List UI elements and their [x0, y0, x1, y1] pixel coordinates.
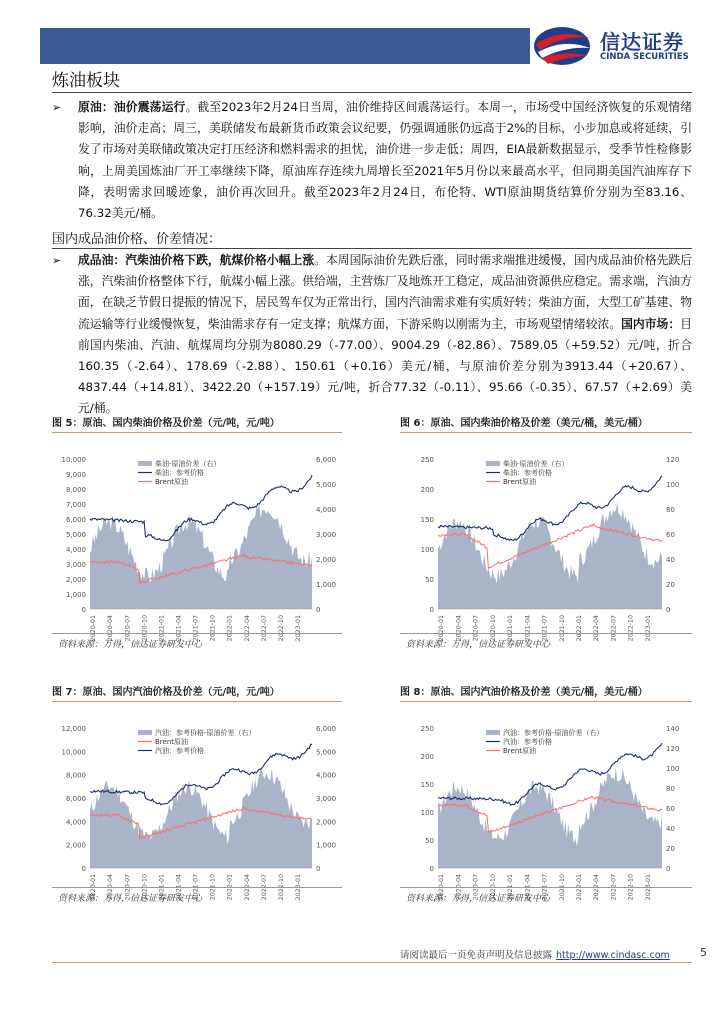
left-tick-label: 150 — [420, 781, 434, 789]
x-tick-label: 2020-10 — [141, 615, 149, 642]
x-tick-label: 2020-10 — [489, 615, 497, 642]
x-tick-label: 2020-10 — [141, 874, 149, 901]
legend-label: 柴油-原油价差（右） — [503, 460, 569, 468]
left-tick-label: 200 — [420, 486, 434, 494]
x-tick-label: 2020-07 — [472, 615, 480, 642]
x-tick-label: 2022-10 — [277, 615, 285, 642]
crude-oil-paragraph — [52, 97, 692, 224]
footer-disclaimer — [400, 947, 670, 961]
legend-label: 汽油：参考价格-原油价差（右） — [503, 729, 604, 737]
left-tick-label: 0 — [81, 606, 86, 614]
right-tick-label: 120 — [666, 456, 680, 464]
x-tick-label: 2022-07 — [610, 874, 618, 901]
logo-text-en: CINDA SECURITIES — [600, 52, 689, 62]
right-tick-label: 60 — [666, 531, 675, 539]
legend-label: 柴油：参考价格 — [503, 469, 552, 477]
legend-label: Brent原油 — [155, 478, 189, 486]
left-tick-label: 250 — [420, 456, 434, 464]
x-tick-label: 2021-01 — [507, 874, 515, 901]
figure-8 — [400, 683, 692, 908]
x-tick-label: 2022-04 — [593, 615, 601, 642]
x-tick-label: 2022-04 — [593, 874, 601, 901]
x-tick-label: 2020-01 — [90, 615, 98, 642]
left-tick-label: 12,000 — [61, 725, 86, 733]
left-tick-label: 100 — [420, 546, 434, 554]
left-tick-label: 2,000 — [65, 841, 86, 850]
legend-swatch — [486, 461, 500, 466]
x-tick-label: 2022-10 — [627, 615, 635, 642]
section-divider — [52, 92, 692, 93]
left-tick-label: 100 — [420, 809, 434, 817]
spread-area-series — [438, 502, 662, 609]
right-tick-label: 60 — [666, 805, 675, 813]
left-tick-label: 150 — [420, 516, 434, 524]
left-tick-label: 6,000 — [65, 516, 86, 524]
x-tick-label: 2021-10 — [209, 615, 217, 642]
right-tick-label: 40 — [666, 825, 675, 833]
chart-canvas — [52, 433, 342, 648]
left-tick-label: 200 — [420, 753, 434, 761]
x-tick-label: 2021-01 — [158, 874, 166, 901]
legend-label: 柴油：参考价格 — [155, 469, 204, 477]
crude-oil-lead: 原油：油价震荡运行 — [78, 100, 186, 114]
x-tick-label: 2021-10 — [558, 615, 566, 642]
figure-source: 资料来源：万得，信达证券研发中心 — [58, 894, 203, 904]
right-tick-label: 1,000 — [316, 841, 337, 850]
x-tick-label: 2022-04 — [243, 615, 251, 642]
right-tick-label: 80 — [666, 785, 675, 793]
x-tick-label: 2022-07 — [260, 615, 268, 642]
subsection-divider — [52, 248, 692, 249]
x-tick-label: 2021-10 — [209, 874, 217, 901]
left-tick-label: 4,000 — [65, 818, 86, 827]
right-tick-label: 100 — [666, 765, 680, 773]
x-tick-label: 2020-07 — [472, 874, 480, 901]
x-tick-label: 2021-04 — [524, 874, 532, 901]
right-tick-label: 5,000 — [316, 748, 337, 757]
left-tick-label: 0 — [429, 606, 434, 614]
right-tick-label: 2,000 — [316, 818, 337, 827]
chart-canvas — [52, 702, 342, 902]
right-tick-label: 0 — [316, 865, 321, 873]
legend-label: 汽油：参考价格 — [503, 738, 552, 746]
figure-6 — [400, 414, 692, 654]
footer-divider — [52, 962, 692, 963]
x-tick-label: 2022-07 — [260, 874, 268, 901]
figure-caption: 图 5：原油、国内柴油价格及价差（元/吨，元/吨） — [52, 418, 280, 429]
spread-area-series — [90, 504, 312, 609]
source-divider — [52, 887, 342, 888]
legend-label: 汽油：参考价格-原油价差（右） — [155, 729, 256, 737]
left-tick-label: 8,000 — [65, 486, 86, 494]
x-tick-label: 2021-04 — [175, 615, 183, 642]
left-tick-label: 50 — [425, 837, 434, 845]
x-tick-label: 2021-07 — [541, 874, 549, 901]
left-tick-label: 6,000 — [65, 795, 86, 803]
x-tick-label: 2020-04 — [107, 874, 115, 901]
x-tick-label: 2022-10 — [627, 874, 635, 901]
source-divider — [400, 633, 692, 634]
right-tick-label: 0 — [316, 606, 321, 614]
legend-label: 柴油-原油价差（右） — [155, 460, 221, 468]
figure-caption: 图 6：原油、国内柴油价格及价差（美元/桶，美元/桶） — [400, 418, 648, 429]
figure-5 — [52, 414, 342, 654]
chart-canvas — [400, 702, 692, 902]
x-tick-label: 2021-04 — [524, 615, 532, 642]
figure-source: 资料来源：万得，信达证券研发中心 — [406, 894, 551, 904]
legend-label: 汽油：参考价格 — [155, 747, 204, 755]
x-tick-label: 2022-01 — [226, 874, 234, 901]
right-tick-label: 20 — [666, 845, 675, 853]
right-tick-label: 40 — [666, 556, 675, 564]
left-tick-label: 5,000 — [65, 531, 86, 539]
left-tick-label: 3,000 — [65, 561, 86, 569]
left-tick-label: 0 — [81, 865, 86, 873]
x-tick-label: 2021-01 — [158, 615, 166, 642]
right-tick-label: 4,000 — [316, 771, 337, 780]
right-tick-label: 120 — [666, 745, 680, 753]
figure-7 — [52, 683, 342, 908]
domestic-market-lead: 国内市场： — [621, 316, 681, 331]
right-tick-label: 2,000 — [316, 556, 337, 564]
refined-oil-text: 。本周国际油价先跌后涨，同时需求端推进缓慢，国内成品油价格先跌后涨，汽柴油价格整体下行，航煤小幅上涨。供给端，主营炼厂及地炼开工稳定，成品油资源供应稳定。需求端，汽油方面，在缺乏节假日提振的情况下，居民驾车仅为正常出行，国内汽油需求难有实质好转；柴油方面，大型工矿基建、物流运输等行业缓慢恢复，柴油需求存有一定支撑；航煤方面，下游采购以刚需为主，市场观望情绪较浓。 — [78, 253, 692, 331]
page-number: 5 — [700, 946, 707, 959]
x-tick-label: 2022-04 — [243, 874, 251, 901]
x-tick-label: 2021-01 — [507, 615, 515, 642]
x-tick-label: 2021-07 — [541, 615, 549, 642]
x-tick-label: 2022-01 — [576, 615, 584, 642]
figure-source: 资料来源：万得，信达证券研发中心 — [58, 640, 203, 650]
right-tick-label: 6,000 — [316, 456, 337, 464]
x-tick-label: 2020-07 — [124, 874, 132, 901]
left-tick-label: 250 — [420, 725, 434, 733]
x-tick-label: 2021-07 — [192, 615, 200, 642]
legend-label: Brent原油 — [155, 738, 189, 746]
footer-text: 请阅读最后一页免责声明及信息披露 — [400, 950, 553, 961]
crude-oil-text: 。截至2023年2月24日当周，油价维持区间震荡运行。本周一，市场受中国经济恢复的乐观情绪影响，油价走高；周三，美联储发布最新货币政策会议纪要，仍强调通胀仍远高于2%的目标，小步加息或将延续，引发了市场对美联储政策决定打压经济和燃料需求的担忧，油价进一步走低；周四，EIA最新数据显示，受季节性检修影响，上周美国炼油厂开工率继续下降，原油库存连续九周增长至2021年5月份以来最高水平，但同期美国汽油库存下降，表明需求回暖迹象，油价再次回升。截至2023年2月24日，布伦特、WTI原油期货结算价分别为至83.16、76.32美元/桶。 — [78, 100, 692, 221]
right-tick-label: 100 — [666, 481, 680, 489]
right-tick-label: 1,000 — [316, 581, 337, 589]
left-tick-label: 7,000 — [65, 501, 86, 509]
left-tick-label: 8,000 — [65, 771, 86, 780]
x-tick-label: 2020-04 — [455, 874, 463, 901]
domestic-market-text: 目前国内柴油、汽油、航煤周均分别为8080.29（-77.00）、9004.29（-82.86）、7589.05（+59.52）元/吨，折合160.35（-2.64）、178.69（-2.88）、150.61（+0.16）美元/桶，与原油价差分别为3913.44（+20.67）、4837.44（+14.81）、3422.20（+157.19）元/吨，折合77.32（-0.11）、95.66（-0.35）、67.57（+2.69）美元/桶。 — [78, 316, 692, 416]
legend-swatch — [138, 730, 152, 735]
sub-title: 国内成品油价格、价差情况： — [52, 232, 222, 247]
x-tick-label: 2022-01 — [226, 615, 234, 642]
chart-canvas — [400, 433, 692, 648]
page-header — [0, 10, 724, 62]
right-tick-label: 140 — [666, 725, 680, 733]
refined-oil-paragraph — [52, 250, 692, 420]
logo-text-cn: 信达证券 — [600, 30, 684, 54]
figure-caption: 图 8：原油、国内汽油价格及价差（美元/桶，美元/桶） — [400, 687, 648, 698]
x-tick-label: 2021-10 — [558, 874, 566, 901]
source-divider — [400, 887, 692, 888]
x-tick-label: 2021-04 — [175, 874, 183, 901]
right-tick-label: 3,000 — [316, 795, 337, 803]
right-tick-label: 5,000 — [316, 481, 337, 489]
figure-caption: 图 7：原油、国内汽油价格及价差（元/吨，元/吨） — [52, 687, 280, 698]
x-tick-label: 2021-07 — [192, 874, 200, 901]
left-tick-label: 2,000 — [65, 576, 86, 584]
right-tick-label: 0 — [666, 865, 671, 873]
figure-source: 资料来源：万得，信达证券研发中心 — [406, 640, 551, 650]
x-tick-label: 2020-01 — [438, 615, 446, 642]
logo-mark-icon — [530, 24, 594, 68]
x-tick-label: 2022-10 — [277, 874, 285, 901]
x-tick-label: 2023-01 — [295, 615, 303, 642]
x-tick-label: 2023-01 — [295, 874, 303, 901]
section-title: 炼油板块 — [52, 71, 120, 91]
legend-swatch — [138, 461, 152, 466]
footer-url-link[interactable]: http://www.cindasc.com — [556, 950, 670, 961]
bullet-arrow-icon: ➢ — [52, 254, 62, 267]
x-tick-label: 2023-01 — [644, 874, 652, 901]
left-tick-label: 10,000 — [61, 456, 86, 464]
company-logo — [530, 22, 720, 68]
right-tick-label: 0 — [666, 606, 671, 614]
x-tick-label: 2020-10 — [489, 874, 497, 901]
legend-swatch — [486, 730, 500, 735]
x-tick-label: 2020-01 — [438, 874, 446, 901]
x-tick-label: 2022-07 — [610, 615, 618, 642]
left-tick-label: 10,000 — [61, 748, 86, 757]
x-tick-label: 2020-04 — [107, 615, 115, 642]
x-tick-label: 2020-01 — [90, 874, 98, 901]
header-bar — [40, 28, 530, 64]
x-tick-label: 2020-04 — [455, 615, 463, 642]
left-tick-label: 9,000 — [65, 471, 86, 479]
left-tick-label: 1,000 — [65, 591, 86, 599]
source-divider — [52, 633, 342, 634]
x-tick-label: 2022-01 — [576, 874, 584, 901]
bullet-arrow-icon: ➢ — [52, 101, 62, 114]
left-tick-label: 4,000 — [65, 546, 86, 554]
right-tick-label: 80 — [666, 506, 675, 514]
spread-area-series — [438, 767, 662, 868]
x-tick-label: 2023-01 — [644, 615, 652, 642]
right-tick-label: 20 — [666, 581, 675, 589]
refined-oil-lead: 成品油：汽柴油价格下跌，航煤价格小幅上涨 — [78, 253, 315, 267]
left-tick-label: 50 — [425, 576, 434, 584]
left-tick-label: 0 — [429, 865, 434, 873]
legend-label: Brent原油 — [503, 747, 537, 755]
right-tick-label: 6,000 — [316, 725, 337, 733]
legend-label: Brent原油 — [503, 478, 537, 486]
x-tick-label: 2020-07 — [124, 615, 132, 642]
right-tick-label: 4,000 — [316, 506, 337, 514]
right-tick-label: 3,000 — [316, 531, 337, 539]
